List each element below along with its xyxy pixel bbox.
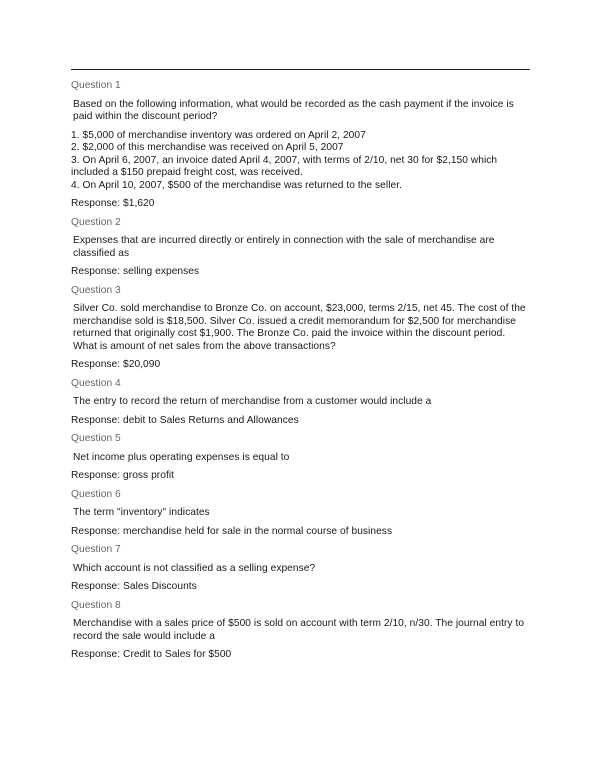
question-label: Question 4 <box>71 377 121 389</box>
question-prompt: Silver Co. sold merchandise to Bronze Co. on account, $23,000, terms 2/15, net 45. The cost of the merchandise sold is $18,500. Silver Co. issued a credit memorandum for $2,500 for merchandise returned that originally cost $1,900. The Bronze Co. paid the invoice within the discount period. What is amount of net sales from the above transactions? <box>73 303 526 352</box>
question-label: Question 2 <box>71 216 121 228</box>
list-item: 2. $2,000 of this merchandise was received on April 5, 2007 <box>71 142 344 153</box>
question-prompt: Which account is not classified as a selling expense? <box>73 562 316 574</box>
question-label: Question 3 <box>71 284 121 296</box>
question-prompt: The term "inventory" indicates <box>73 507 210 518</box>
question-block-3 <box>71 285 530 372</box>
question-response: Response: gross profit <box>71 470 175 481</box>
question-block-8 <box>71 600 530 662</box>
question-block-5 <box>71 433 530 483</box>
question-prompt: Net income plus operating expenses is equal to <box>73 451 290 463</box>
question-label: Question 6 <box>71 488 121 500</box>
question-block-1 <box>71 80 530 211</box>
question-prompt: Merchandise with a sales price of $500 is sold on account with term 2/10, n/30. The journal entry to record the sale would include a <box>73 618 525 642</box>
question-label: Question 7 <box>71 544 121 555</box>
list-item: 4. On April 10, 2007, $500 of the merchandise was returned to the seller. <box>71 179 402 191</box>
list-item: 3. On April 6, 2007, an invoice dated April 4, 2007, with terms of 2/10, net 30 for $2,150 which included a $150 prepaid freight cost, was received. <box>71 154 498 178</box>
question-prompt: Based on the following information, what would be recorded as the cash payment if the invoice is paid within the discount period? <box>73 98 514 122</box>
question-block-2 <box>71 217 530 279</box>
question-response: Response: debit to Sales Returns and Allowances <box>71 414 299 426</box>
question-items <box>71 130 530 193</box>
question-block-6 <box>71 489 530 539</box>
question-label: Question 5 <box>71 433 121 444</box>
question-response: Response: Credit to Sales for $500 <box>71 649 232 660</box>
question-response: Response: merchandise held for sale in the normal course of business <box>71 525 393 537</box>
question-prompt: Expenses that are incurred directly or entirely in connection with the sale of merchandise are classified as <box>73 235 495 259</box>
list-item: 1. $5,000 of merchandise inventory was ordered on April 2, 2007 <box>71 129 366 141</box>
question-block-4 <box>71 378 530 428</box>
question-response: Response: selling expenses <box>71 266 200 277</box>
question-label: Question 8 <box>71 599 121 611</box>
question-prompt: The entry to record the return of merchandise from a customer would include a <box>73 396 432 407</box>
question-response: Response: Sales Discounts <box>71 581 197 592</box>
question-response: Response: $20,090 <box>71 359 161 370</box>
question-list <box>71 80 530 668</box>
header-rule <box>71 69 530 70</box>
question-label: Question 1 <box>71 80 121 91</box>
question-response: Response: $1,620 <box>71 198 155 209</box>
question-block-7 <box>71 544 530 594</box>
